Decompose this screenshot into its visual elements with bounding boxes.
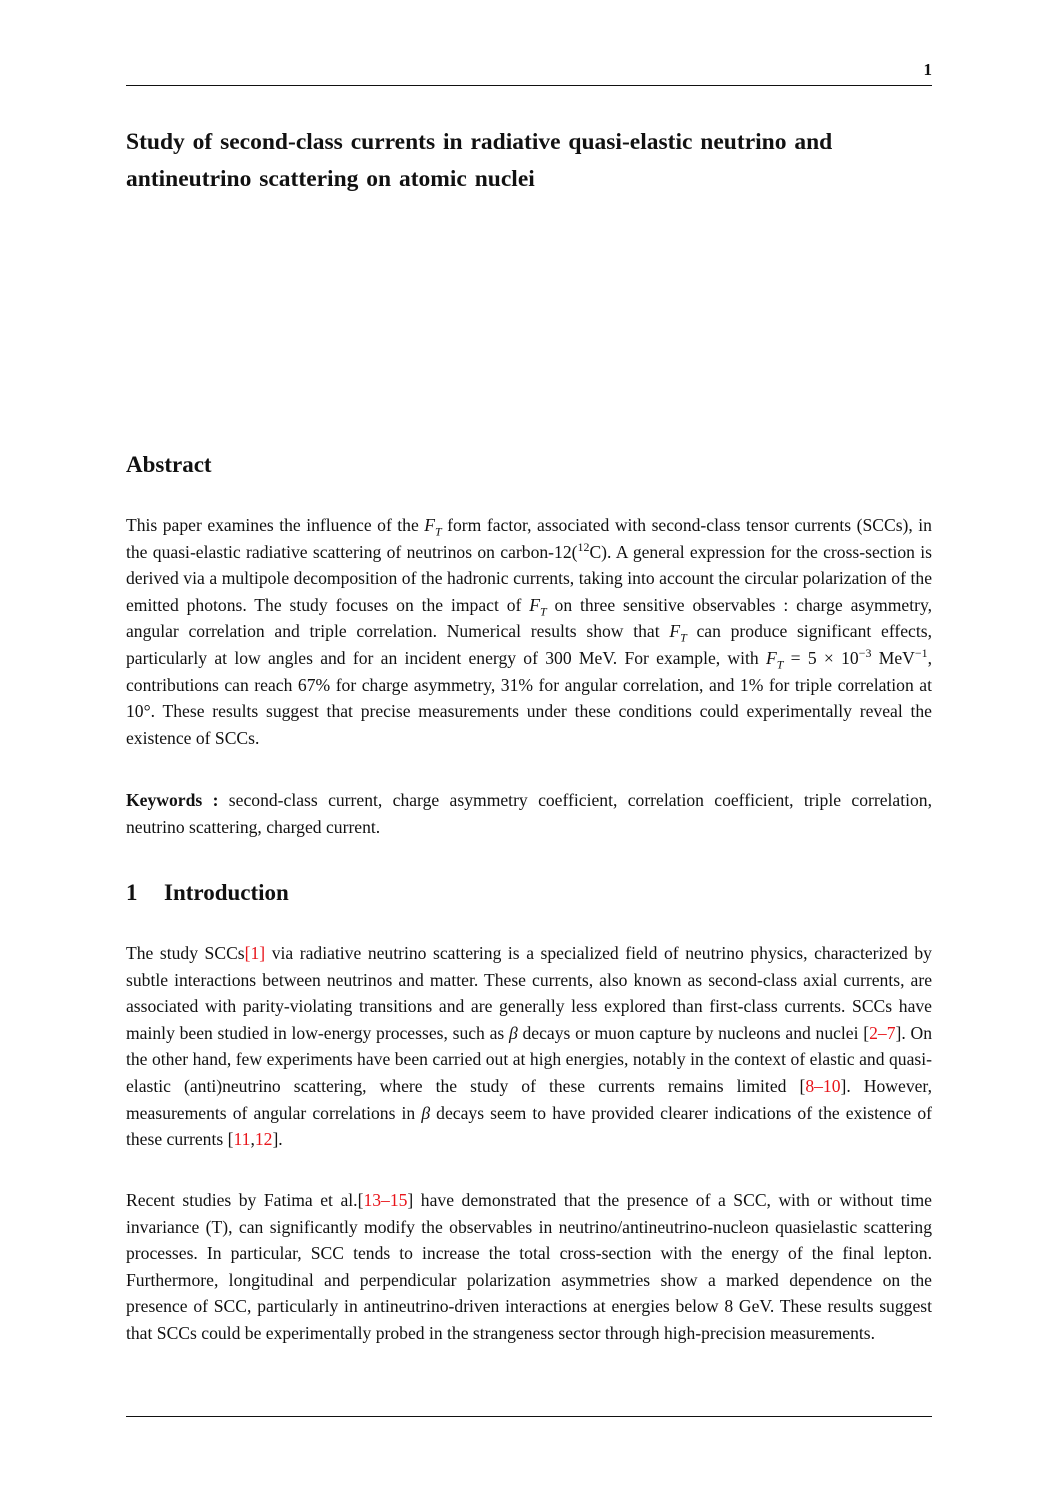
keywords-label: Keywords : bbox=[126, 790, 219, 810]
intro-paragraph-1 bbox=[126, 940, 932, 1153]
introduction-heading bbox=[126, 880, 289, 906]
keywords-paragraph bbox=[126, 787, 932, 840]
math-symbol: F bbox=[424, 515, 436, 535]
citation-link[interactable]: 11 bbox=[233, 1129, 251, 1150]
abstract-text: , contributions can reach 67% for charge asymmetry, 31% for angular correlation, and 1% for triple correlation at 10°. These results suggest that precise measurements under these conditions could experimentally reveal the existence of SCCs. bbox=[126, 647, 932, 748]
math-symbol: F bbox=[765, 647, 777, 668]
body-text: ] have demonstrated that the presence of a SCC, with or without time invariance (T), can significantly modify the observables in neutrino/antineutrino-nucleon quasielastic scattering processes. In particular, SCC tends to increase the total cross-section with the energy of the final lepton. Furthermore, longitudinal and perpendicular polarization asymmetries show a marked dependence on the presence of SCC, particularly in antineutrino-driven interactions at energies below 8 GeV. These results suggest that SCCs could be experimentally probed in the strangeness sector through high-precision measurements. bbox=[126, 1190, 932, 1343]
citation-link[interactable]: 2–7 bbox=[869, 1022, 896, 1043]
page-number: 1 bbox=[923, 60, 932, 79]
math-ft bbox=[669, 621, 687, 645]
body-text: ]. However, measurements of angular correlations in bbox=[126, 1075, 932, 1123]
abstract-text: can produce significant effects, particularly at low angles and for an incident energy of 300 MeV. For example, with bbox=[126, 621, 932, 668]
math-beta: β bbox=[508, 1022, 518, 1043]
footer-rule bbox=[126, 1416, 932, 1417]
body-text: ]. bbox=[272, 1129, 283, 1150]
body-text: , bbox=[250, 1129, 255, 1150]
exponent: −3 bbox=[858, 646, 872, 661]
math-symbol: F bbox=[529, 594, 540, 615]
intro-paragraph-2 bbox=[126, 1187, 932, 1347]
section-number: 1 bbox=[126, 880, 138, 905]
abstract-text: = 5 × 10 bbox=[783, 647, 859, 668]
citation-link[interactable]: 13–15 bbox=[363, 1190, 408, 1210]
math-beta: β bbox=[421, 1102, 431, 1123]
math-ft bbox=[765, 647, 784, 672]
section-title: Introduction bbox=[164, 880, 289, 905]
math-subscript: T bbox=[435, 524, 442, 539]
abstract-text: C). A general expression for the cross-section is derived via a multipole decomposition of the hadronic currents, taking into account the circular polarization of the emitted photons. The study focuses on the impact of bbox=[126, 541, 933, 615]
abstract-paragraph bbox=[126, 512, 932, 751]
body-text: ]. On the other hand, few experiments have been carried out at high energies, notably in the context of elastic and quasi-elastic (anti)neutrino scattering, where the study of these currents remains limited [ bbox=[126, 1022, 932, 1096]
paper-title: Study of second-class currents in radiative quasi-elastic neutrino and antineutrino scattering on atomic nuclei bbox=[126, 129, 833, 192]
citation-link[interactable]: 12 bbox=[254, 1129, 273, 1150]
math-ft bbox=[424, 515, 442, 539]
abstract-heading: Abstract bbox=[126, 452, 212, 477]
math-ft bbox=[529, 594, 547, 619]
body-text: via radiative neutrino scattering is a specialized field of neutrino physics, characterized by subtle interactions between neutrinos and matter. These currents, also known as second-class axial currents, are associated with parity-violating transitions and are generally less explored than first-class currents. SCCs have mainly been studied in low-energy processes, such as bbox=[126, 943, 932, 1043]
math-subscript: T bbox=[680, 630, 687, 645]
body-text: decays or muon capture by nucleons and nuclei [ bbox=[517, 1022, 870, 1043]
abstract-text: MeV bbox=[871, 647, 915, 668]
abstract-text: This paper examines the influence of the bbox=[126, 515, 425, 535]
header-rule bbox=[126, 85, 932, 86]
body-text: The study SCCs bbox=[126, 943, 245, 963]
citation-link[interactable]: 8–10 bbox=[805, 1075, 841, 1096]
keywords-text: second-class current, charge asymmetry coefficient, correlation coefficient, triple correlation, neutrino scattering, charged current. bbox=[126, 790, 932, 837]
body-text: Recent studies by Fatima et al.[ bbox=[126, 1190, 364, 1210]
math-subscript: T bbox=[776, 657, 784, 672]
abstract-text: form factor, associated with second-class tensor currents (SCCs), in the quasi-elastic radiative scattering of neutrinos on carbon-12( bbox=[126, 515, 932, 562]
isotope-superscript: 12 bbox=[577, 539, 590, 554]
exponent: −1 bbox=[914, 646, 928, 661]
math-subscript: T bbox=[540, 604, 547, 619]
abstract-text: on three sensitive observables : charge asymmetry, angular correlation and triple correlation. Numerical results show that bbox=[126, 594, 932, 642]
body-text: decays seem to have provided clearer indications of the existence of these currents [ bbox=[126, 1102, 932, 1150]
citation-link[interactable]: [1] bbox=[244, 943, 266, 963]
math-symbol: F bbox=[669, 621, 681, 642]
